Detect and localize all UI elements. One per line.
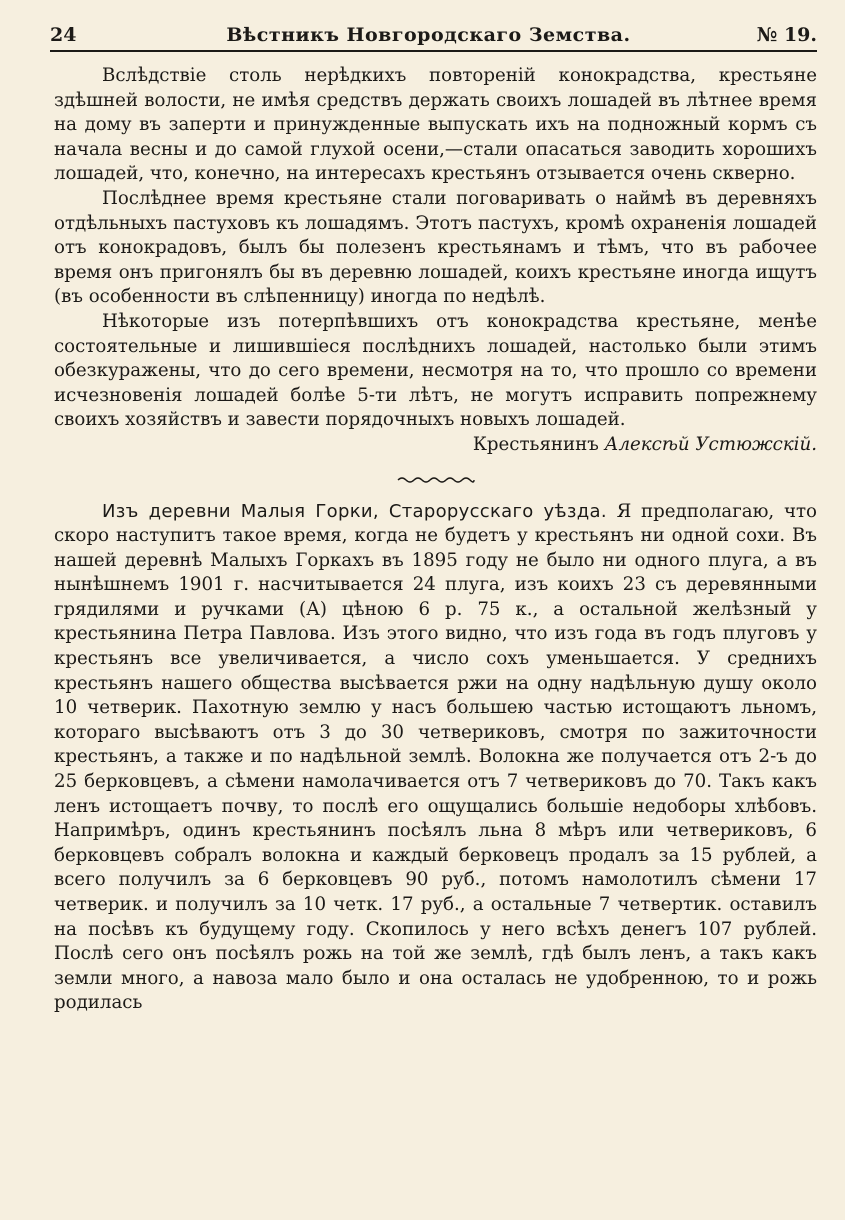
article-lead: Изъ деревни Малыя Горки, Старорусскаго уѣзда. [102,500,607,522]
page-header [50,18,817,52]
journal-title: Вѣстникъ Новгородскаго Земства. [226,24,631,46]
section-divider [54,470,817,490]
wavy-divider-icon [396,473,476,487]
signature [54,433,817,458]
issue-number: № 19. [756,24,817,46]
paragraph-4 [54,500,817,1016]
page-body [54,64,817,1016]
signature-name: Алексѣй Устюжскій. [604,433,817,455]
signature-prefix: Крестьянинъ [472,433,599,455]
paragraph-3: Нѣкоторые изъ потерпѣвшихъ отъ конокрадства крестьяне, менѣе состоятельные и лишившіеся послѣднихъ лошадей, настолько были этимъ обезкуражены, что до сего времени, несмотря на то, что прошло со времени исчезновенія лошадей болѣе 5-ти лѣтъ, не могутъ исправить попрежнему своихъ хозяйствъ и завести порядочныхъ новыхъ лошадей. [54,310,817,431]
paragraph-2: Послѣднее время крестьяне стали поговаривать о наймѣ въ деревняхъ отдѣльныхъ пастуховъ къ лошадямъ. Этотъ пастухъ, кромѣ охраненія лошадей отъ конокрадовъ, былъ бы полезенъ крестьянамъ и тѣмъ, что въ рабочее время онъ пригонялъ бы въ деревню лошадей, коихъ крестьяне иногда ищутъ (въ особенности въ слѣпенницу) иногда по недѣлѣ. [54,187,817,308]
article-text: Я предполагаю, что скоро наступитъ такое время, когда не будетъ у крестьянъ ни одной сохи. Въ нашей деревнѣ Малыхъ Горкахъ въ 1895 году не было ни одного плуга, а въ нынѣшнемъ 1901 г. насчитывается 24 плуга, изъ коихъ 23 съ деревянными грядилями и ручками (А) цѣною 6 р. 75 к., а остальной желѣзный у крестьянина Петра Павлова. Изъ этого видно, что изъ года въ годъ плуговъ у крестьянъ все увеличивается, а число сохъ уменьшается. У среднихъ крестьянъ нашего общества высѣвается ржи на одну надѣльную душу около 10 четверик. Пахотную землю у насъ большею частью истощаютъ льномъ, котораго высѣваютъ отъ 3 до 30 четвериковъ, смотря по зажиточности крестьянъ, а также и по надѣльной землѣ. Волокна же получается отъ 2-ъ до 25 берковцевъ, а сѣмени намолачивается отъ 7 четвериковъ до 70. Такъ какъ ленъ истощаетъ почву, то послѣ его ощущались большіе недоборы хлѣбовъ. Напримѣръ, одинъ крестьянинъ посѣялъ льна 8 мѣръ или четвериковъ, 6 берковцевъ собралъ волокна и каждый берковецъ продалъ за 15 рублей, а всего получилъ за 6 берковцевъ 90 руб., потомъ намолотилъ сѣмени 17 четверик. и получилъ за 10 четк. 17 руб., а остальные 7 четвертик. оставилъ на посѣвъ къ будущему году. Скопилось у него всѣхъ денегъ 107 рублей. Послѣ сего онъ посѣялъ рожь на той же землѣ, гдѣ былъ ленъ, а такъ какъ земли много, а навоза мало было и она осталась не удобренною, то и рожь родилась [54,500,817,1014]
paragraph-1: Вслѣдствіе столь нерѣдкихъ повтореній конокрадства, крестьяне здѣшней волости, не имѣя средствъ держать своихъ лошадей въ лѣтнее время на дому въ заперти и принужденные выпускать ихъ на подножный кормъ съ начала весны и до самой глухой осени,—стали опасаться заводить хорошихъ лошадей, что, конечно, на интересахъ крестьянъ отзывается очень скверно. [54,65,817,185]
page-number: 24 [50,24,77,46]
